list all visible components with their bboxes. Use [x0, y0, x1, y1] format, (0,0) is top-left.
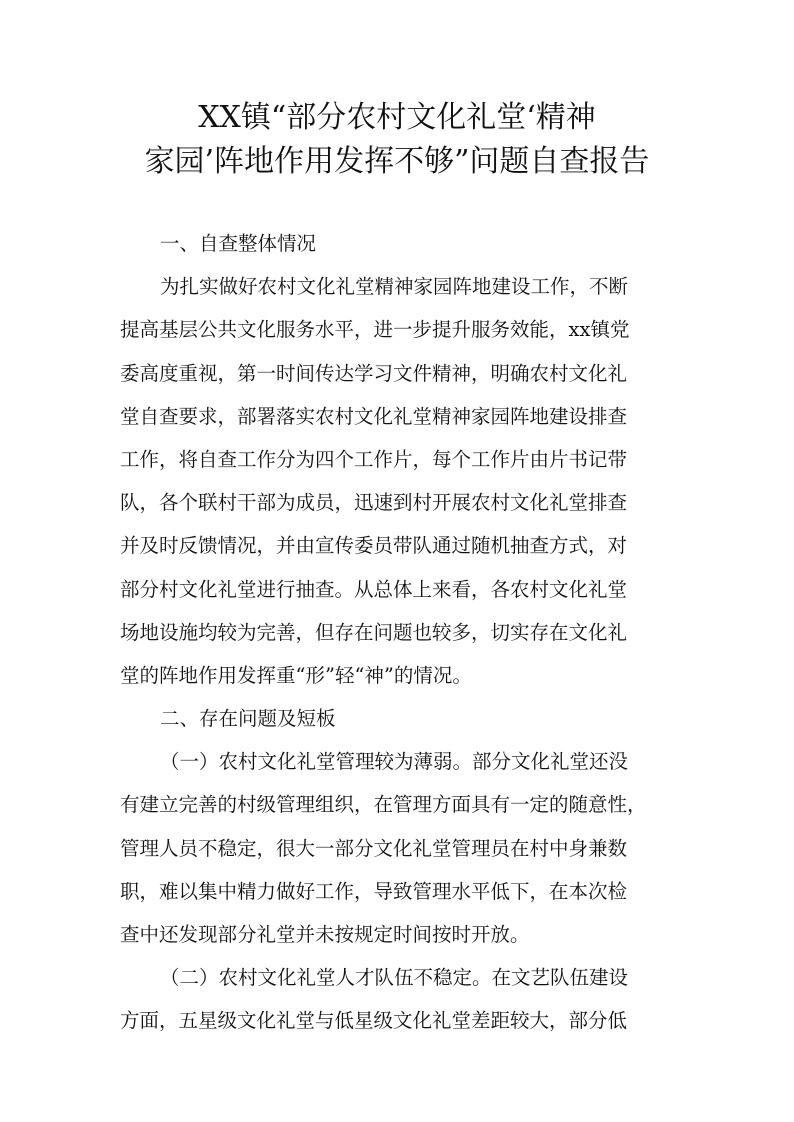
paragraph-line: 管理人员不稳定，很大一部分文化礼堂管理员在村中身兼数	[120, 836, 628, 860]
paragraph-line: 部分村文化礼堂进行抽查。从总体上来看，各农村文化礼堂	[120, 577, 628, 601]
section-heading: 二、存在问题及短板	[160, 707, 336, 731]
paragraph-line: 职，难以集中精力做好工作，导致管理水平低下，在本次检	[120, 879, 628, 903]
paragraph-line: 提高基层公共文化服务水平，进一步提升服务效能，xx镇党	[120, 318, 630, 342]
paragraph-line: 查中还发现部分礼堂并未按规定时间按时开放。	[120, 923, 530, 946]
paragraph-line: 场地设施均较为完善，但存在问题也较多，切实存在文化礼	[120, 620, 628, 644]
paragraph-line: 为扎实做好农村文化礼堂精神家园阵地建设工作，不断	[160, 275, 629, 299]
paragraph-line: 有建立完善的村级管理组织，在管理方面具有一定的随意性，	[120, 793, 647, 817]
title-line-2: 家园’阵地作用发挥不够”问题自查报告	[144, 144, 650, 179]
title-line-1: XX镇“部分农村文化礼堂‘精神	[198, 100, 596, 135]
paragraph-line: （一）农村文化礼堂管理较为薄弱。部分文化礼堂还没	[160, 750, 629, 774]
paragraph-line: 工作，将自查工作分为四个工作片，每个工作片由片书记带	[120, 447, 628, 471]
paragraph-line: 方面，五星级文化礼堂与低星级文化礼堂差距较大，部分低	[120, 1009, 628, 1033]
paragraph-line: 堂的阵地作用发挥重“形”轻“神”的情况。	[120, 663, 472, 687]
section-heading: 一、自查整体情况	[160, 232, 317, 255]
paragraph-line: 堂自查要求，部署落实农村文化礼堂精神家园阵地建设排查	[120, 404, 628, 428]
paragraph-line: 队，各个联村干部为成员，迅速到村开展农村文化礼堂排查	[120, 491, 628, 515]
body-text	[120, 222, 680, 1043]
paragraph-line: （二）农村文化礼堂人才队伍不稳定。在文艺队伍建设	[160, 966, 629, 990]
paragraph-line: 委高度重视，第一时间传达学习文件精神，明确农村文化礼	[120, 361, 628, 385]
paragraph-line: 并及时反馈情况，并由宣传委员带队通过随机抽查方式，对	[120, 534, 628, 558]
